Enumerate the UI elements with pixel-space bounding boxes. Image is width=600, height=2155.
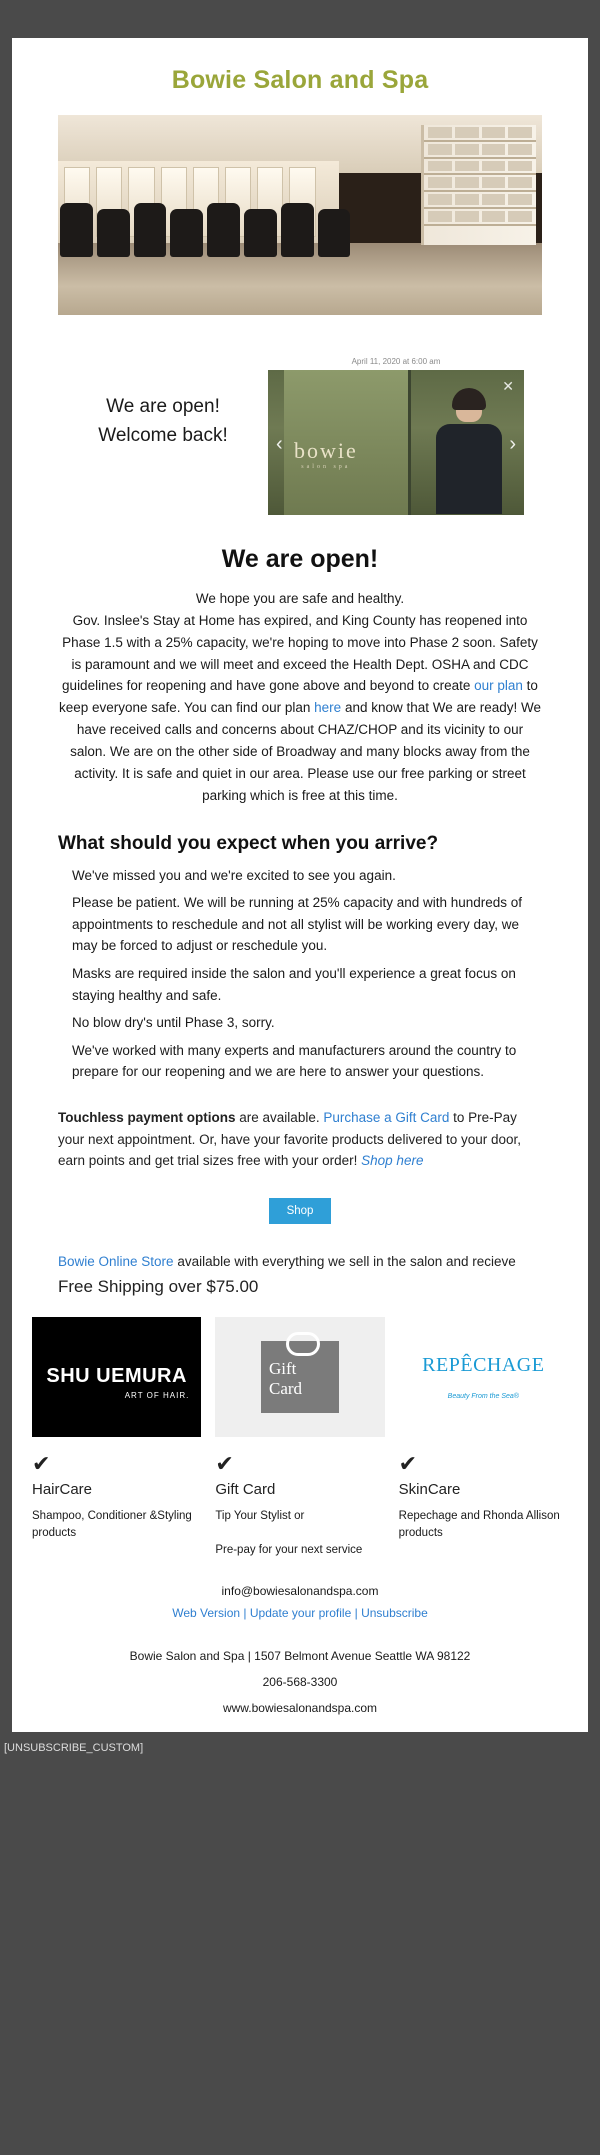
here-link[interactable]: here xyxy=(314,700,342,716)
touchless-payment-paragraph xyxy=(12,1089,588,1172)
card-title: HairCare xyxy=(32,1480,93,1498)
intro-line-4: and know that We are ready! We have received calls and concerns about CHAZ/CHOP and its vicinity to our salon. We are on the other side of Broadway and many blocks away from the activity. It is safe and quiet in our area. Please use our free parking or street parking which is free at this time. xyxy=(70,700,542,803)
repechage-tagline: Beauty From the Sea® xyxy=(447,1392,519,1400)
product-cards xyxy=(12,1297,588,1560)
free-shipping-text: Free Shipping over $75.00 xyxy=(58,1276,259,1296)
business-website: www.bowiesalonandspa.com xyxy=(222,1701,378,1716)
business-address: Bowie Salon and Spa | 1507 Belmont Avenue Seattle WA 98122 xyxy=(129,1648,471,1663)
card-skincare[interactable] xyxy=(399,1317,568,1560)
card-title: Gift Card xyxy=(215,1480,276,1498)
shop-button[interactable]: Shop xyxy=(269,1198,332,1224)
expect-list xyxy=(12,865,588,1083)
person-head xyxy=(456,392,482,422)
storefront-photo xyxy=(268,370,524,515)
card-title: SkinCare xyxy=(398,1480,461,1498)
person-figure xyxy=(436,392,502,515)
web-version-link[interactable]: Web Version xyxy=(172,1605,241,1620)
shu-uemura-tagline: ART OF HAIR. xyxy=(124,1390,190,1400)
top-spacer-bar xyxy=(0,0,600,38)
gift-bow-icon xyxy=(286,1332,320,1356)
card-description xyxy=(215,1508,384,1560)
intro-line-1: We hope you are safe and healthy. xyxy=(195,591,405,606)
open-announcement-text xyxy=(58,357,268,450)
hero-image-wrapper xyxy=(12,115,588,315)
card-description: Shampoo, Conditioner &Styling products xyxy=(32,1509,192,1539)
open-line-2: Welcome back! xyxy=(98,424,228,446)
update-profile-link[interactable]: Update your profile xyxy=(249,1605,352,1620)
list-item: Please be patient. We will be running at 25% capacity and with hundreds of appointments to reschedule and not all stylist will be working every day, we may be forced to adjust or reschedule you. xyxy=(72,895,523,954)
gift-card-text-1: Gift xyxy=(268,1358,297,1378)
check-icon: ✔ xyxy=(32,1450,51,1476)
open-line-1: We are open! xyxy=(106,396,220,417)
card-gift-card[interactable] xyxy=(215,1317,384,1560)
unsubscribe-link[interactable]: Unsubscribe xyxy=(361,1605,428,1620)
email-footer xyxy=(12,1559,588,1721)
list-item: No blow dry's until Phase 3, sorry. xyxy=(72,1015,275,1031)
repechage-brand-text: REPÊCHAGE xyxy=(422,1353,545,1376)
list-item: Masks are required inside the salon and you'll experience a great focus on staying healthy and safe. xyxy=(72,965,516,1003)
shu-uemura-logo-image xyxy=(32,1317,201,1437)
purchase-gift-card-link[interactable]: Purchase a Gift Card xyxy=(323,1109,450,1125)
email-content xyxy=(12,38,588,1732)
intro-line-2: Gov. Inslee's Stay at Home has expired, and King County has reopened into Phase 1.5 with a 25% capacity, we're hoping to move into Phase 2 soon. Safety is paramount and we will meet and exceed the Health Dept. OSHA and CDC guidelines for reopening and have gone above and beyond to create xyxy=(62,612,538,694)
bowie-logo-on-glass xyxy=(294,438,358,470)
shop-here-link[interactable]: Shop here xyxy=(361,1153,424,1169)
list-item: We've missed you and we're excited to see you again. xyxy=(72,867,396,883)
salon-interior-image xyxy=(58,115,542,315)
touchless-text-2: to Pre-Pay your next appointment. Or, have your favorite products delivered to your door, earn points and get trial sizes free with your order! xyxy=(58,1109,522,1169)
footer-separator-1: | xyxy=(243,1605,247,1620)
shop-button-wrapper xyxy=(12,1172,588,1234)
list-item: We've worked with many experts and manufacturers around the country to prepare for our reopening and we are here to answer your questions. xyxy=(72,1042,517,1080)
contact-email: info@bowiesalonandspa.com xyxy=(221,1584,379,1599)
bowie-online-store-link[interactable]: Bowie Online Store xyxy=(58,1253,174,1269)
bowie-logo-subtext: salon spa xyxy=(301,464,351,470)
salon-chairs xyxy=(60,195,350,257)
card-haircare[interactable] xyxy=(32,1317,201,1560)
open-announcement-block xyxy=(12,315,588,515)
page-title: Bowie Salon and Spa xyxy=(171,66,429,94)
footer-links xyxy=(58,1603,542,1625)
touchless-bold-text: Touchless payment options xyxy=(58,1109,236,1125)
close-icon[interactable]: ✕ xyxy=(502,378,514,394)
unsubscribe-custom-bar: [UNSUBSCRIBE_CUSTOM] xyxy=(4,1741,144,1754)
footer-address-block xyxy=(58,1625,542,1722)
carousel-next-icon[interactable]: › xyxy=(509,432,516,455)
gift-card-image xyxy=(215,1317,384,1437)
card-description-line-2: Pre-pay for your next service xyxy=(215,1544,363,1557)
footer-separator-2: | xyxy=(354,1605,358,1620)
card-description-line-1: Tip Your Stylist or xyxy=(215,1509,305,1522)
photo-timestamp: April 11, 2020 at 6:00 am xyxy=(351,357,441,366)
intro-line-3: to keep everyone safe. You can find our plan xyxy=(58,678,538,716)
product-shelf xyxy=(421,125,536,245)
person-body xyxy=(436,424,502,514)
bowie-logo-text: bowie xyxy=(294,438,358,463)
check-icon: ✔ xyxy=(215,1450,234,1476)
person-hair xyxy=(452,388,486,410)
our-plan-link[interactable]: our plan xyxy=(474,678,523,694)
check-icon: ✔ xyxy=(398,1450,418,1476)
carousel-prev-icon[interactable]: ‹ xyxy=(276,432,283,455)
repechage-logo-image xyxy=(399,1317,568,1437)
card-description: Repechage and Rhonda Allison products xyxy=(398,1509,560,1539)
gift-card-graphic xyxy=(261,1341,339,1413)
gift-card-text-2: Card xyxy=(268,1378,303,1398)
photo-column xyxy=(268,357,524,515)
shu-uemura-brand-text: SHU UEMURA xyxy=(46,1364,187,1387)
business-phone: 206-568-3300 xyxy=(262,1674,338,1689)
online-store-line xyxy=(12,1234,588,1273)
online-store-text: available with everything we sell in the salon and recieve xyxy=(173,1253,516,1269)
intro-paragraph xyxy=(12,588,588,807)
expect-heading: What should you expect when you arrive? xyxy=(58,832,439,854)
touchless-text-1: are available. xyxy=(235,1109,324,1125)
main-headline: We are open! xyxy=(221,545,379,573)
